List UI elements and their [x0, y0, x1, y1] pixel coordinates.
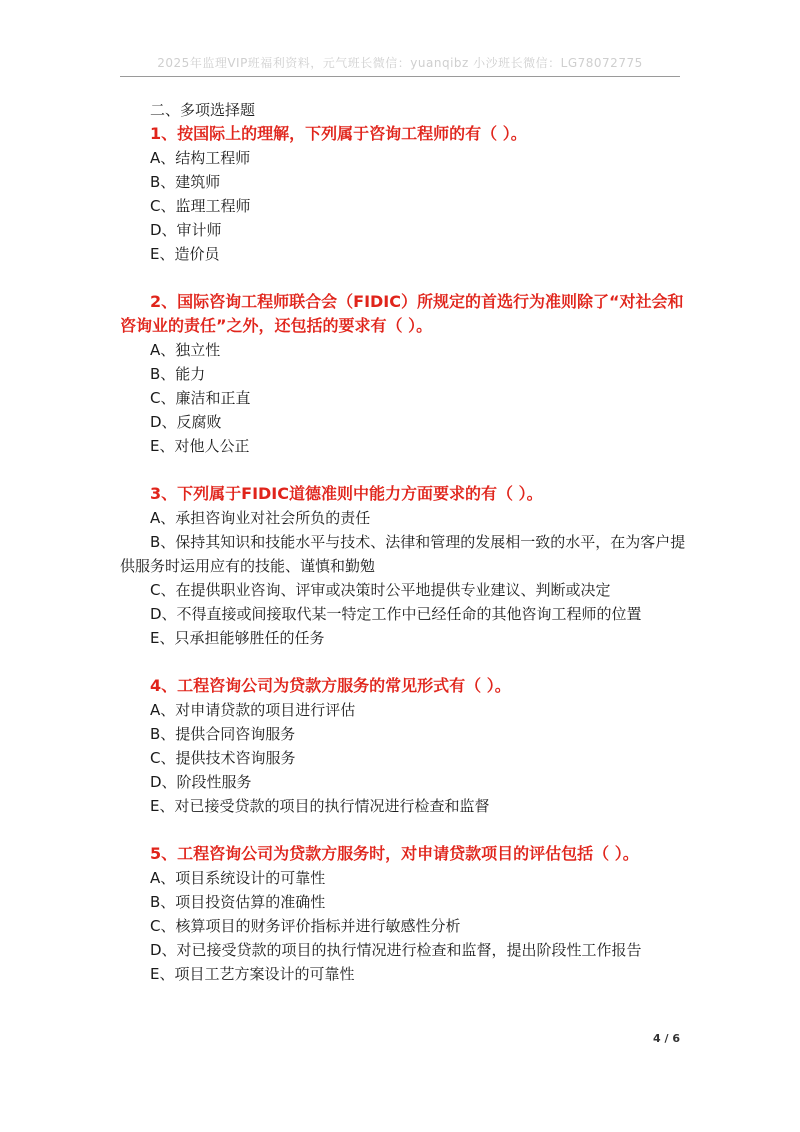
- option-d: D、反腐败: [150, 413, 222, 431]
- option-c: C、监理工程师: [150, 197, 251, 215]
- question-2: [120, 290, 686, 458]
- option-c: C、核算项目的财务评价指标并进行敏感性分析: [150, 917, 461, 935]
- question-stem: 3、下列属于FIDIC道德准则中能力方面要求的有（ ）。: [150, 484, 543, 503]
- option-e: E、造价员: [150, 245, 220, 263]
- option-a: A、对申请贷款的项目进行评估: [150, 701, 356, 719]
- option-c: C、在提供职业咨询、评审或决策时公平地提供专业建议、判断或决定: [150, 581, 611, 599]
- option-d: D、审计师: [150, 221, 222, 239]
- option-c: C、提供技术咨询服务: [150, 749, 296, 767]
- option-d: D、不得直接或间接取代某一特定工作中已经任命的其他咨询工程师的位置: [150, 605, 642, 623]
- option-d: D、阶段性服务: [150, 773, 252, 791]
- option-c: C、廉洁和正直: [150, 389, 251, 407]
- option-e: E、只承担能够胜任的任务: [150, 629, 325, 647]
- question-stem: 4、工程咨询公司为贷款方服务的常见形式有（ ）。: [150, 676, 511, 695]
- option-a: A、独立性: [150, 341, 221, 359]
- section-title: 二、多项选择题: [150, 101, 256, 119]
- document-body: [120, 98, 686, 986]
- option-b: B、能力: [150, 365, 206, 383]
- option-b: B、保持其知识和技能水平与技术、法律和管理的发展相一致的水平，在为客户提供服务时运用应有的技能、谨慎和勤勉: [120, 533, 686, 575]
- option-e: E、对已接受贷款的项目的执行情况进行检查和监督: [150, 797, 490, 815]
- option-e: E、项目工艺方案设计的可靠性: [150, 965, 355, 983]
- option-e: E、对他人公正: [150, 437, 250, 455]
- option-b: B、建筑师: [150, 173, 221, 191]
- question-1: [120, 122, 686, 266]
- question-stem: 1、按国际上的理解，下列属于咨询工程师的有（ ）。: [150, 124, 527, 143]
- page-number: 4 / 6: [653, 1032, 680, 1045]
- question-stem: 2、国际咨询工程师联合会（FIDIC）所规定的首选行为准则除了“对社会和咨询业的责任”之外，还包括的要求有（ ）。: [120, 292, 684, 335]
- option-b: B、提供合同咨询服务: [150, 725, 296, 743]
- option-d: D、对已接受贷款的项目的执行情况进行检查和监督，提出阶段性工作报告: [150, 941, 642, 959]
- option-a: A、项目系统设计的可靠性: [150, 869, 326, 887]
- option-a: A、承担咨询业对社会所负的责任: [150, 509, 371, 527]
- question-3: [120, 482, 686, 650]
- question-stem: 5、工程咨询公司为贷款方服务时，对申请贷款项目的评估包括（ ）。: [150, 844, 639, 863]
- page-header: 2025年监理VIP班福利资料，元气班长微信：yuanqibz 小沙班长微信：LG78072775: [157, 56, 643, 70]
- header-divider: [120, 76, 680, 77]
- option-b: B、项目投资估算的准确性: [150, 893, 326, 911]
- option-a: A、结构工程师: [150, 149, 251, 167]
- question-4: [120, 674, 686, 818]
- question-5: [120, 842, 686, 986]
